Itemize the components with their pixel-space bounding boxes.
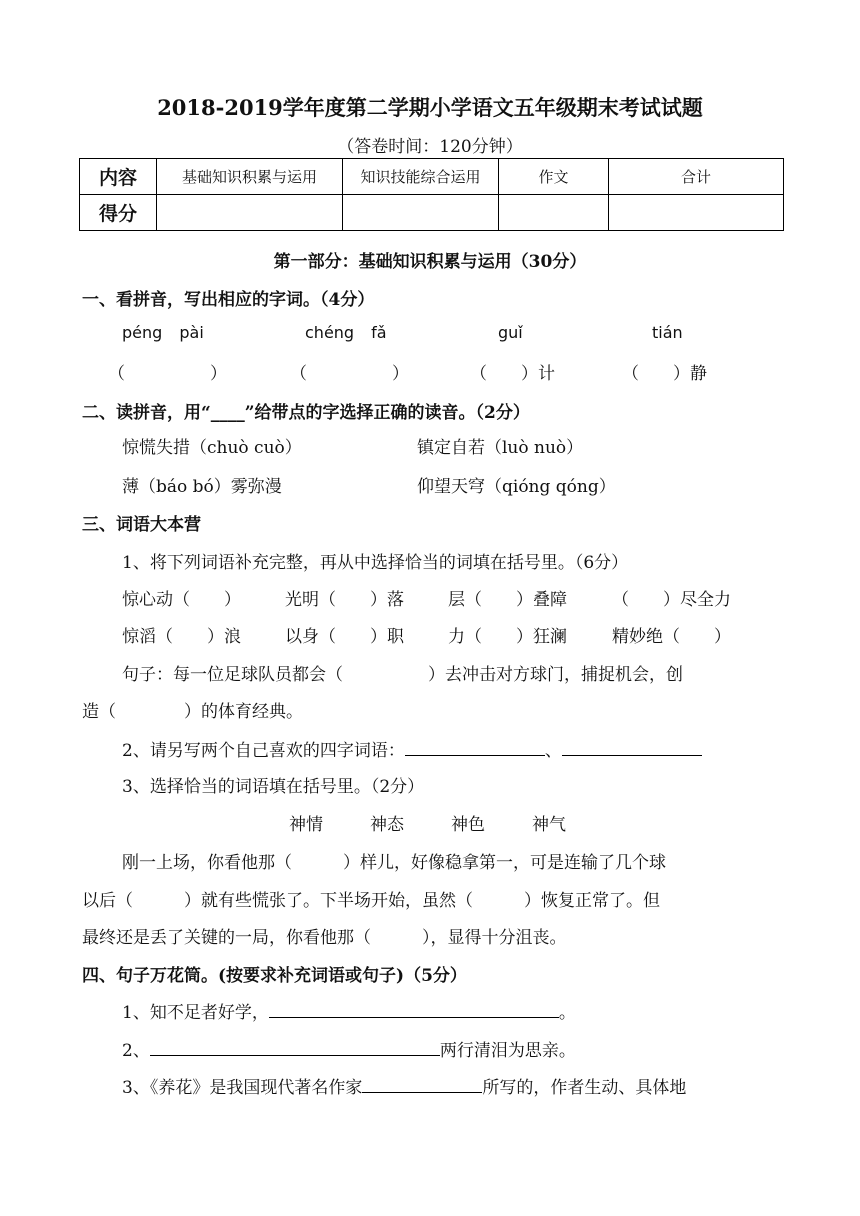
q3-title: 三、词语大本营 [82,515,201,535]
q4-line-1-prefix: 1、知不足者好学， [122,1003,269,1023]
q3-option-2: 神态 [370,815,404,835]
score-table-score-label: 得分 [80,195,157,231]
q3-sentence-line-2[interactable]: 造（ ）的体育经典。 [82,702,303,722]
q3-instruction-2-text: 2、请另写两个自己喜欢的四字词语： [122,741,405,761]
exam-title: 2018-2019学年度第二学期小学语文五年级期末考试试题 [157,95,703,120]
score-cell-essay[interactable] [499,195,609,231]
q3-option-1: 神情 [289,815,323,835]
q4-line-3-suffix: 所写的，作者生动、具体地 [482,1078,687,1098]
q3-idiom-blank-1[interactable] [405,738,545,756]
q2-item-1[interactable]: 惊慌失措（chuò cuò） [122,438,302,458]
q4-line-3-prefix: 3、《养花》是我国现代著名作家 [122,1078,363,1098]
q3-word-1[interactable]: 惊心动（ ） [122,590,241,610]
score-table-col-total: 合计 [609,159,784,195]
q4-line-1 [122,998,576,1023]
q1-answer-1[interactable]: （ ） [108,364,227,384]
q4-title: 四、句子万花筒。(按要求补充词语或句子)（5分） [82,966,467,986]
score-cell-total[interactable] [609,195,784,231]
q3-option-3: 神色 [451,815,485,835]
q4-blank-2[interactable] [150,1038,440,1056]
q1-answer-4[interactable]: （ ）静 [622,364,707,384]
q3-passage-line-3[interactable]: 最终还是丢了关键的一局，你看他那（ ），显得十分沮丧。 [82,928,567,948]
q4-line-2-prefix: 2、 [122,1041,150,1061]
q3-instruction-1: 1、将下列词语补充完整，再从中选择恰当的词填在括号里。（6分） [122,553,629,573]
q2-item-3[interactable]: 薄（báo bó）雾弥漫 [122,477,282,497]
q1-answer-2[interactable]: （ ） [290,364,409,384]
score-cell-skill[interactable] [343,195,499,231]
q1-title: 一、看拼音，写出相应的字词。（4分） [82,290,375,310]
q3-passage-line-2[interactable]: 以后（ ）就有些慌张了。下半场开始，虽然（ ）恢复正常了。但 [82,891,660,911]
q4-line-2 [122,1036,576,1061]
q3-word-6[interactable]: 以身（ ）职 [285,627,404,647]
q1-pinyin-3: guǐ [498,323,523,342]
q3-passage-line-1[interactable]: 刚一上场，你看他那（ ）样儿，好像稳拿第一，可是连输了几个球 [122,853,666,873]
q4-line-1-suffix: 。 [558,1003,576,1023]
q3-instruction-3: 3、选择恰当的词语填在括号里。（2分） [122,777,425,797]
q1-pinyin-1: péng pài [122,323,204,342]
score-table [79,158,784,231]
exam-duration: （答卷时间：120分钟） [337,137,523,157]
score-table-col-skill: 知识技能综合运用 [343,159,499,195]
q3-instruction-2 [122,736,702,761]
q3-sentence-line-1[interactable]: 句子：每一位足球队员都会（ ）去冲击对方球门，捕捉机会，创 [122,665,683,685]
q4-line-2-suffix: 两行清泪为思亲。 [439,1041,576,1061]
q3-word-5[interactable]: 惊滔（ ）浪 [122,627,241,647]
q3-idiom-blank-2[interactable] [562,738,702,756]
q2-title: 二、读拼音，用“____”给带点的字选择正确的读音。（2分） [82,403,530,423]
q1-answer-3[interactable]: （ ）计 [470,364,555,384]
score-table-col-essay: 作文 [499,159,609,195]
q3-word-4[interactable]: （ ）尽全力 [612,590,731,610]
score-cell-basic[interactable] [157,195,343,231]
q1-pinyin-2: chéng fǎ [305,323,387,342]
q1-pinyin-4: tián [652,323,683,342]
q2-item-2[interactable]: 镇定自若（luò nuò） [417,438,584,458]
q3-separator: 、 [544,741,562,761]
q3-word-8[interactable]: 精妙绝（ ） [612,627,731,647]
q2-item-4[interactable]: 仰望天穹（qióng qóng） [417,477,616,497]
q4-blank-3[interactable] [362,1075,482,1093]
q3-word-2[interactable]: 光明（ ）落 [285,590,404,610]
q3-word-3[interactable]: 层（ ）叠障 [448,590,567,610]
q4-line-3 [122,1073,686,1098]
q4-blank-1[interactable] [269,1000,559,1018]
q3-option-4: 神气 [532,815,566,835]
part1-title: 第一部分：基础知识积累与运用（30分） [273,252,587,272]
q3-word-7[interactable]: 力（ ）狂澜 [448,627,567,647]
score-table-content-label: 内容 [80,159,157,195]
score-table-col-basic: 基础知识积累与运用 [157,159,343,195]
